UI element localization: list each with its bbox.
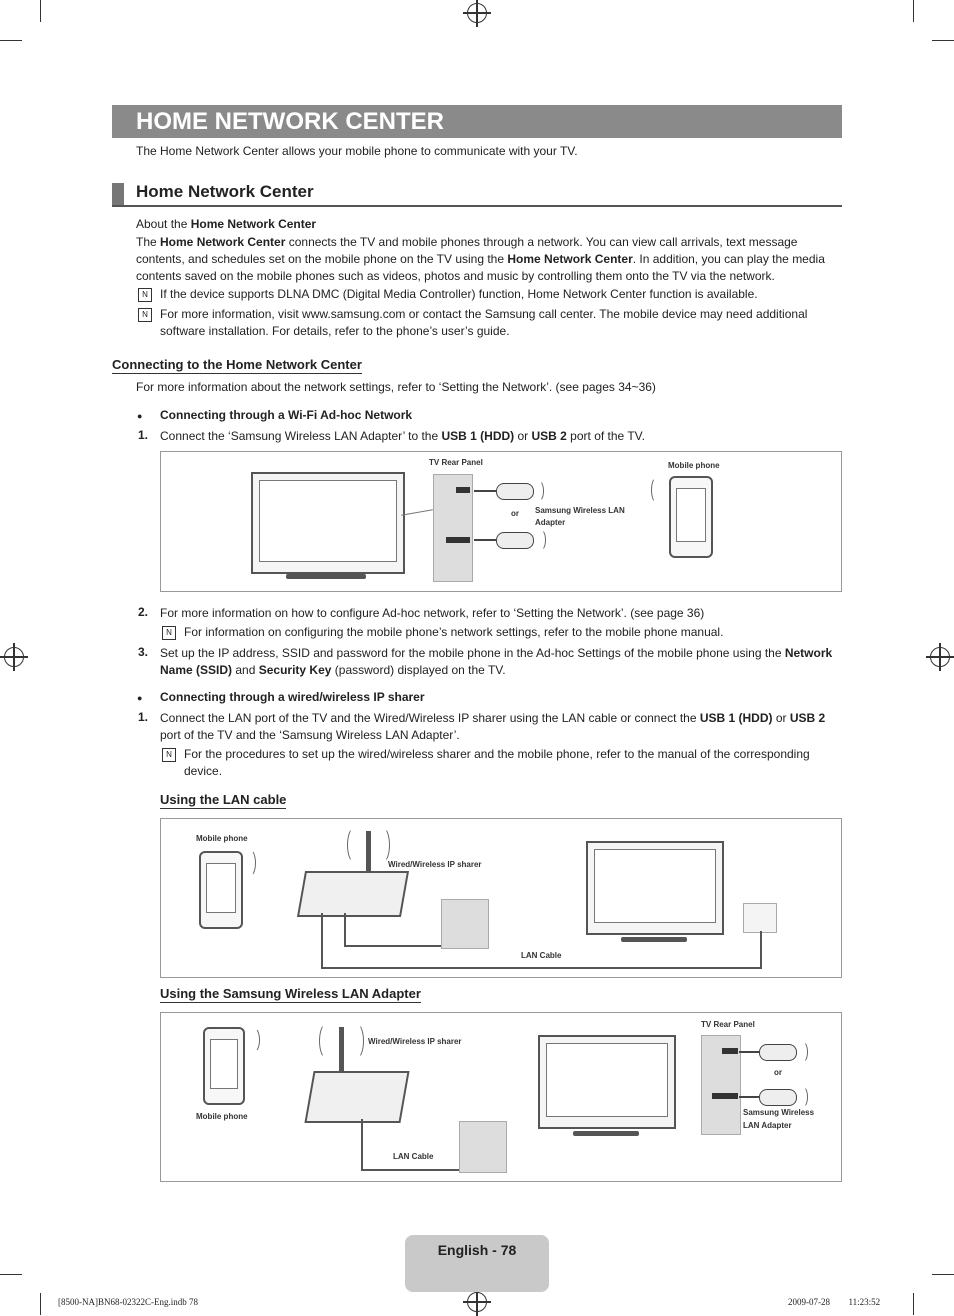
wireless-signal-icon [243,849,256,877]
callout-line [401,509,433,516]
wall-outlet-icon [441,899,489,949]
text: . In addition, you can play the media contents saved on the mobile phones such as videos, photos and music by controlling them onto the TV via the network. [136,252,825,283]
text: or [772,711,790,725]
mobile-phone-label: Mobile phone [196,834,248,843]
bullet-icon: ● [137,411,143,421]
crop-mark [40,1293,41,1315]
adapter-connector [739,1096,759,1098]
lan-cable [361,1119,363,1169]
registration-mark-icon [467,1292,487,1312]
section-marker [112,183,124,205]
subsection-title-lan: Using the LAN cable [160,792,287,807]
usb1-port [446,537,470,543]
adapter-connector [474,490,496,492]
bullet-icon: ● [137,693,143,703]
tv-stand [286,574,366,579]
wall-outlet-icon [459,1121,507,1173]
subsection-title-adapter: Using the Samsung Wireless LAN Adapter [160,986,421,1001]
lan-cable [760,931,762,969]
crop-mark [913,1293,914,1315]
note-text: For information on configuring the mobile phone’s network settings, refer to the mobile phone manual. [184,625,724,639]
bullet-heading: Connecting through a Wi-Fi Ad-hoc Network [160,408,413,422]
subsection-title: Connecting to the Home Network Center [112,357,362,372]
text: The [136,235,161,249]
wireless-signal-icon [533,480,544,502]
tv-stand [573,1131,639,1136]
mobile-phone-illustration [199,851,243,929]
diagram-adhoc [160,451,842,592]
adapter-connector [474,539,496,541]
text: (password) displayed on the TV. [331,663,506,677]
wireless-signal-icon [375,827,390,863]
section-title: Home Network Center [136,182,314,201]
wireless-lan-adapter-icon [496,483,534,500]
step-number: 2. [138,605,149,619]
mobile-phone-illustration [203,1027,245,1105]
step-text: For more information on how to configure Ad-hoc network, refer to ‘Setting the Network’. (see page 36) [160,606,705,620]
mobile-phone-illustration [669,476,713,558]
page-number: English - 78 [437,1242,517,1258]
or-label: or [511,509,519,518]
tv-rear-panel [701,1035,741,1135]
tv-illustration [586,841,724,935]
wireless-signal-icon [349,1023,364,1059]
about-paragraph [136,234,842,285]
wireless-signal-icon [651,477,662,503]
page-title-bar [112,105,842,138]
crop-mark [932,1274,954,1275]
text: Set up the IP address, SSID and password for the mobile phone in the Ad-hoc Settings of the mobile phone using the [160,646,785,660]
note-icon: N [162,748,176,762]
text: port of the TV and the ‘Samsung Wireless LAN Adapter’. [160,728,460,742]
step-text [160,428,645,445]
wireless-signal-icon [347,827,362,863]
wireless-lan-adapter-icon [759,1044,797,1061]
crop-mark [932,40,954,41]
note-icon: N [162,626,176,640]
router-illustration [304,1071,409,1123]
usb1-port [712,1093,738,1099]
crop-mark [0,1274,22,1275]
text: port of the TV. [566,429,645,443]
or-label: or [774,1068,782,1077]
text-bold: Home Network Center [160,235,286,249]
wireless-signal-icon [797,1086,808,1108]
registration-mark-icon [930,647,950,667]
text-bold: Security Key [258,663,332,677]
text-bold: USB 2 [789,711,826,725]
registration-mark-icon [467,3,487,23]
connecting-intro: For more information about the network settings, refer to ‘Setting the Network’. (see pages 34~36) [136,380,656,394]
adapter-label: Samsung Wireless LAN Adapter [535,506,625,527]
text: Connect the LAN port of the TV and the Wired/Wireless IP sharer using the LAN cable or connect the [160,711,700,725]
usb2-port [722,1048,738,1054]
text-bold: Home Network Center [507,252,633,266]
diagram-lan-cable [160,818,842,978]
step-number: 1. [138,428,149,442]
tv-stand [621,937,687,942]
lan-cable [321,967,761,969]
print-slug-right: 2009-07-28 ￿￿ 11:23:52 [788,1297,881,1307]
sharer-label: Wired/Wireless IP sharer [368,1037,462,1046]
lan-cable-label: LAN Cable [521,951,562,960]
step-text [160,645,840,679]
lan-cable [361,1169,471,1171]
text: connects the TV and mobile phones through a network. You can view call arrivals, text message contents, and schedules set on the mobile phone on the TV using the [136,235,798,266]
wireless-signal-icon [535,529,546,551]
lan-cable [321,913,323,967]
page-number-tab [405,1235,549,1292]
tv-rear-panel-label: TV Rear Panel [429,458,483,467]
about-bold: Home Network Center [190,217,317,231]
step-number: 3. [138,645,149,659]
crop-mark [40,0,41,22]
lan-cable-label: LAN Cable [393,1152,434,1161]
tv-illustration [538,1035,676,1129]
text-bold: USB 2 [531,429,567,443]
text-bold: USB 1 (HDD) [441,429,515,443]
crop-mark [913,0,914,22]
page-title: HOME NETWORK CENTER [136,108,444,135]
note-icon: N [138,288,152,302]
section-divider [112,205,842,207]
adapter-label: LAN Adapter [743,1121,792,1130]
about-prefix: About the [136,217,191,231]
tv-rear-panel [433,474,473,582]
print-slug-left: [8500-NA]BN68-02322C-Eng.indb 78 [58,1297,198,1307]
text-bold: Network Name (SSID) [160,646,833,677]
note-text: If the device supports DLNA DMC (Digital Media Controller) function, Home Network Center function is available. [160,287,758,301]
text-bold: USB 1 (HDD) [699,711,773,725]
note-icon: N [138,308,152,322]
wireless-signal-icon [319,1023,334,1059]
adapter-connector [739,1051,759,1053]
note-text: For the procedures to set up the wired/wireless sharer and the mobile phone, refer to the manual of the corresponding device. [184,747,810,778]
diagram-wireless-adapter [160,1012,842,1182]
mobile-phone-label: Mobile phone [196,1112,248,1121]
lan-cable [344,945,454,947]
usb2-port [456,487,470,493]
tv-illustration [251,472,405,574]
text: and [232,663,259,677]
wireless-lan-adapter-icon [759,1089,797,1106]
lan-cable [344,913,346,945]
router-illustration [297,871,409,917]
step-text [160,710,840,744]
lan-port-closeup-icon [743,903,777,933]
tv-rear-panel-label: TV Rear Panel [701,1020,755,1029]
wireless-lan-adapter-icon [496,532,534,549]
about-line [136,216,316,233]
note-text: For more information, visit www.samsung.com or contact the Samsung call center. The mobile device may need additional software installation. For details, refer to the phone’s user’s guide. [160,307,808,338]
wireless-signal-icon [247,1027,260,1053]
bullet-heading: Connecting through a wired/wireless IP sharer [160,690,425,704]
sharer-label: Wired/Wireless IP sharer [388,860,482,869]
wireless-signal-icon [797,1041,808,1063]
registration-mark-icon [4,647,24,667]
mobile-phone-label: Mobile phone [668,461,720,470]
adapter-label: Samsung Wireless [743,1108,815,1117]
step-number: 1. [138,710,149,724]
crop-mark [0,40,22,41]
text: Connect the ‘Samsung Wireless LAN Adapter’ to the [160,429,442,443]
intro-text: The Home Network Center allows your mobile phone to communicate with your TV. [136,144,578,158]
text: or [514,429,532,443]
